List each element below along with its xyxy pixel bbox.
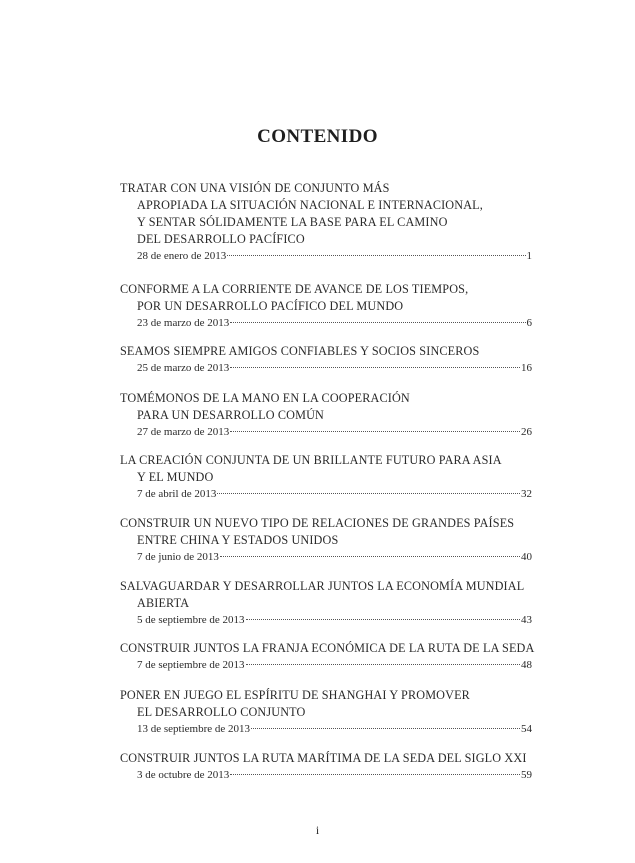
toc-entry-title-line: LA CREACIÓN CONJUNTA DE UN BRILLANTE FUTURO PARA ASIA: [120, 453, 502, 467]
toc-entry-title-line: Y SENTAR SÓLIDAMENTE LA BASE PARA EL CAMINO: [137, 215, 448, 229]
toc-entry[interactable]: [120, 390, 532, 440]
dot-leader: [230, 321, 525, 323]
toc-entry-date: 25 de marzo de 2013: [137, 362, 230, 374]
toc-entry-title-line: TOMÉMONOS DE LA MANO EN LA COOPERACIÓN: [120, 391, 410, 405]
toc-entry-title-line: CONSTRUIR UN NUEVO TIPO DE RELACIONES DE GRANDES PAÍSES: [120, 516, 515, 530]
toc-entry-page-number: 32: [521, 488, 532, 500]
toc-entry-date-row: [120, 549, 532, 565]
dot-leader: [227, 254, 525, 256]
toc-entry-date: 23 de marzo de 2013: [137, 317, 230, 329]
toc-entry-title-line: CONFORME A LA CORRIENTE DE AVANCE DE LOS TIEMPOS,: [120, 282, 469, 296]
toc-entry-date: 28 de enero de 2013: [137, 250, 227, 262]
toc-entry-title-line: SALVAGUARDAR Y DESARROLLAR JUNTOS LA ECONOMÍA MUNDIAL: [120, 579, 525, 593]
toc-entry-date-row: [120, 360, 532, 376]
toc-entry-date-row: [120, 486, 532, 502]
dot-leader: [230, 773, 520, 775]
toc-entry-date-row: [120, 612, 532, 628]
toc-entry-title-line: TRATAR CON UNA VISIÓN DE CONJUNTO MÁS: [120, 181, 390, 195]
toc-entry[interactable]: [120, 640, 535, 673]
toc-entry-date: 3 de octubre de 2013: [137, 769, 230, 781]
toc-entry-date: 13 de septiembre de 2013: [137, 723, 251, 735]
page-title: CONTENIDO: [257, 126, 378, 147]
toc-entry[interactable]: [120, 452, 532, 502]
toc-entry-date-row: [120, 657, 532, 673]
toc-entry-page-number: 59: [521, 769, 532, 781]
toc-entry-date-row: [120, 315, 532, 331]
toc-entry-date: 7 de septiembre de 2013: [137, 659, 245, 671]
toc-entry-title-line: ABIERTA: [137, 596, 190, 610]
dot-leader: [251, 727, 520, 729]
toc-entry-title-line: SEAMOS SIEMPRE AMIGOS CONFIABLES Y SOCIOS SINCEROS: [120, 344, 480, 358]
toc-entry-title-line: DEL DESARROLLO PACÍFICO: [137, 232, 305, 246]
toc-entry[interactable]: [120, 281, 532, 331]
toc-entry-page-number: 6: [526, 317, 532, 329]
toc-entry-date-row: [120, 424, 532, 440]
dot-leader: [230, 366, 520, 368]
toc-entry-title-line: PONER EN JUEGO EL ESPÍRITU DE SHANGHAI Y PROMOVER: [120, 688, 470, 702]
toc-entry-title-line: PARA UN DESARROLLO COMÚN: [137, 408, 325, 422]
toc-entry[interactable]: [120, 750, 532, 783]
toc-entry[interactable]: [120, 343, 532, 376]
dot-leader: [220, 555, 520, 557]
toc-entry-title-line: POR UN DESARROLLO PACÍFICO DEL MUNDO: [137, 299, 404, 313]
toc-entry-date-row: [120, 248, 532, 264]
toc-entry[interactable]: [120, 578, 532, 628]
toc-entry-page-number: 48: [521, 659, 532, 671]
toc-entry-date: 7 de abril de 2013: [137, 488, 217, 500]
toc-entry-title-line: APROPIADA LA SITUACIÓN NACIONAL E INTERNACIONAL,: [137, 198, 483, 212]
toc-entry-page-number: 43: [521, 614, 532, 626]
page-folio: i: [315, 823, 320, 837]
toc-entry-title-line: EL DESARROLLO CONJUNTO: [137, 705, 306, 719]
toc-entry-page-number: 1: [526, 250, 532, 262]
toc-entry-page-number: 40: [521, 551, 532, 563]
dot-leader: [246, 663, 520, 665]
toc-entry-date-row: [120, 721, 532, 737]
toc-entry-date: 27 de marzo de 2013: [137, 426, 230, 438]
toc-entry-date: 5 de septiembre de 2013: [137, 614, 245, 626]
toc-entry-title-line: ENTRE CHINA Y ESTADOS UNIDOS: [137, 533, 339, 547]
dot-leader: [217, 492, 520, 494]
toc-entry-date-row: [120, 767, 532, 783]
toc-entry-page-number: 16: [521, 362, 532, 374]
toc-entry-title-line: Y EL MUNDO: [137, 470, 214, 484]
dot-leader: [246, 618, 520, 620]
toc-entry[interactable]: [120, 515, 532, 565]
toc-entry-title-line: CONSTRUIR JUNTOS LA RUTA MARÍTIMA DE LA SEDA DEL SIGLO XXI: [120, 751, 527, 765]
toc-entry-page-number: 26: [521, 426, 532, 438]
toc-entry-page-number: 54: [521, 723, 532, 735]
toc-entry[interactable]: [120, 180, 532, 264]
toc-entry-title-line: CONSTRUIR JUNTOS LA FRANJA ECONÓMICA DE LA RUTA DE LA SEDA: [120, 641, 535, 655]
dot-leader: [230, 430, 520, 432]
toc-entry-date: 7 de junio de 2013: [137, 551, 219, 563]
toc-entry[interactable]: [120, 687, 532, 737]
